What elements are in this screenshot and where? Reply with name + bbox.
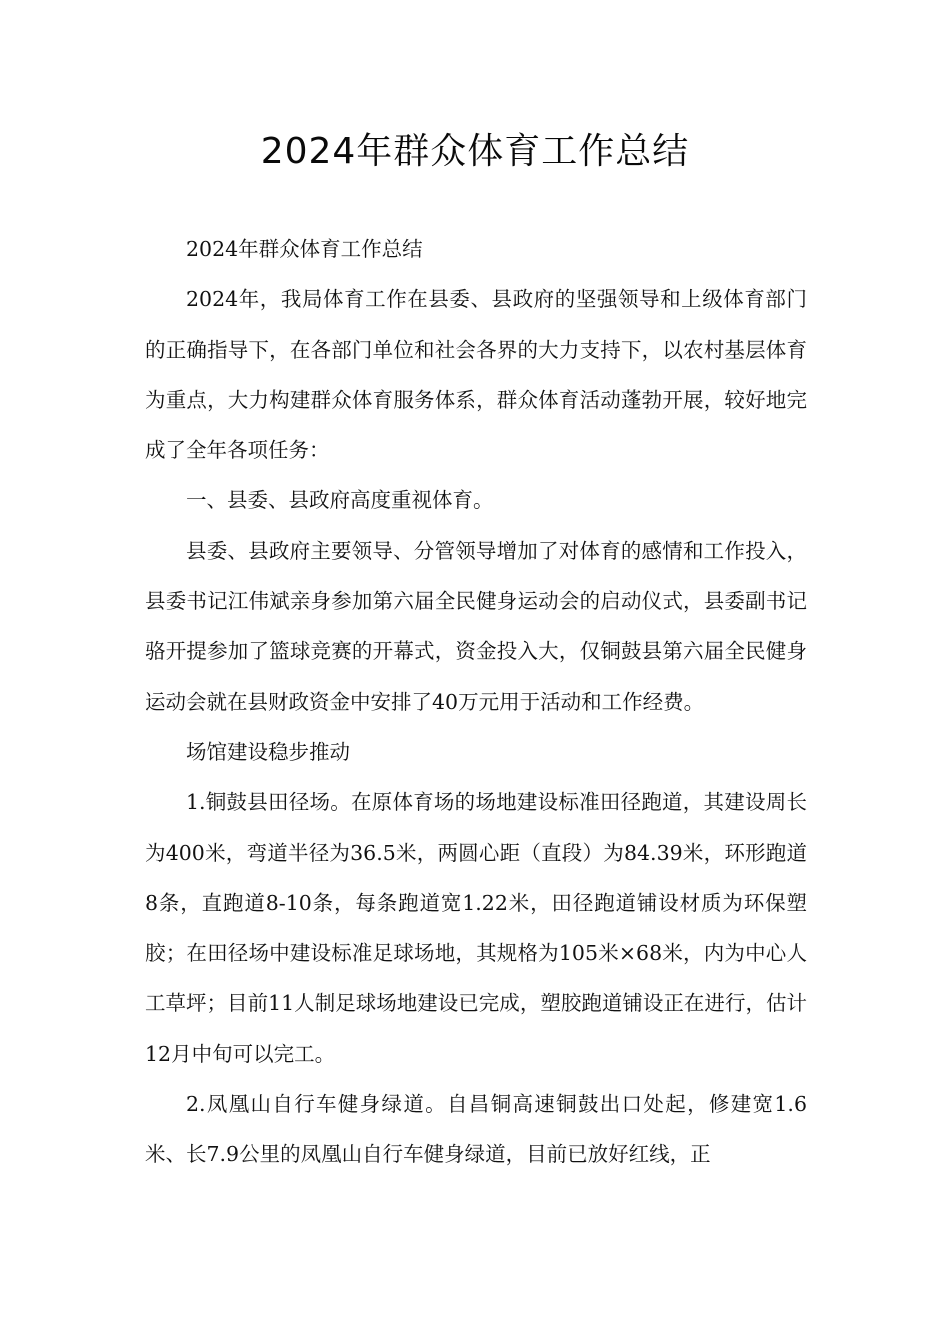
section-heading-venues: 场馆建设稳步推动: [186, 739, 350, 764]
document-body: [145, 224, 807, 1180]
section-heading-leadership: 一、县委、县政府高度重视体育。: [186, 488, 494, 513]
document-title: 2024年群众体育工作总结: [260, 131, 690, 172]
paragraph-overview: 2024年，我局体育工作在县委、县政府的坚强领导和上级体育部门的正确指导下，在各部门单位和社会各界的大力支持下，以农村基层体育为重点，大力构建群众体育服务体系，群众体育活动蓬勃开展，较好地完成了全年各项任务：: [145, 287, 807, 463]
paragraph-track-field: 1.铜鼓县田径场。在原体育场的场地建设标准田径跑道，其建设周长为400米，弯道半径为36.5米，两圆心距（直段）为84.39米，环形跑道8条，直跑道8-10条，每条跑道宽1.22米，田径跑道铺设材质为环保塑胶；在田径场中建设标准足球场地，其规格为105米×68米，内为中心人工草坪；目前11人制足球场地建设已完成，塑胶跑道铺设正在进行，估计12月中旬可以完工。: [145, 790, 807, 1066]
paragraph-leadership: 县委、县政府主要领导、分管领导增加了对体育的感情和工作投入，县委书记江伟斌亲身参加第六届全民健身运动会的启动仪式，县委副书记骆开提参加了篮球竞赛的开幕式，资金投入大，仅铜鼓县第六届全民健身运动会就在县财政资金中安排了40万元用于活动和工作经费。: [145, 538, 807, 714]
paragraph-bike-greenway: 2.凤凰山自行车健身绿道。自昌铜高速铜鼓出口处起，修建宽1.6米、长7.9公里的凤凰山自行车健身绿道，目前已放好红线，正: [145, 1092, 807, 1167]
intro-heading: 2024年群众体育工作总结: [186, 237, 423, 261]
